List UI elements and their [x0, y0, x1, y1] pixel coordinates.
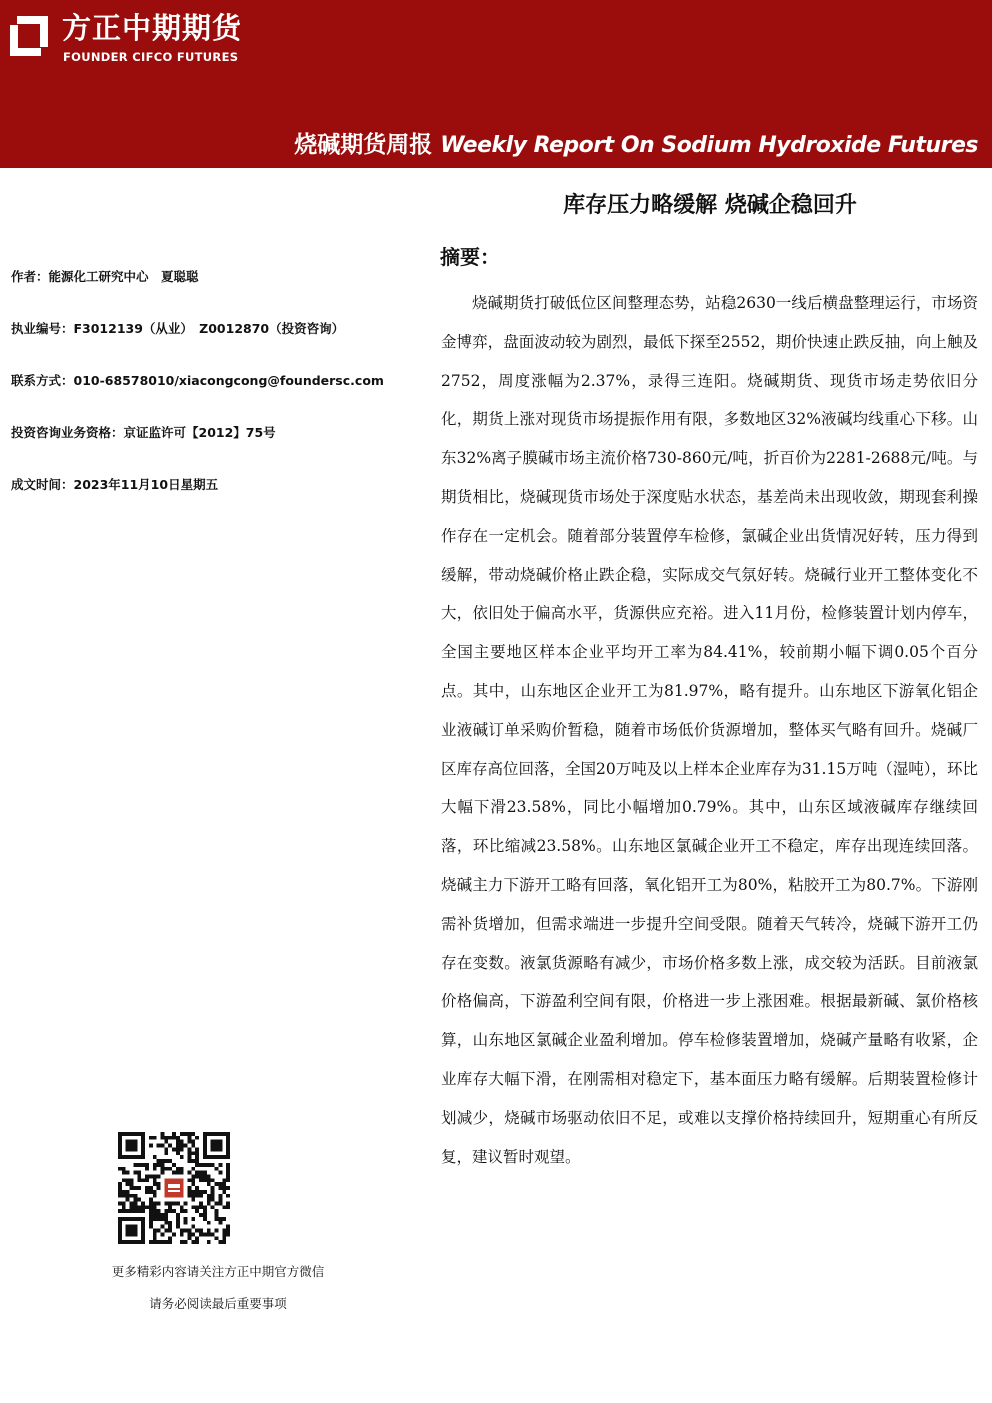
author-line: 作者：能源化工研究中心 夏聪聪: [11, 269, 199, 284]
logo-english-name: FOUNDER CIFCO FUTURES: [63, 50, 239, 64]
report-meta: [11, 262, 431, 522]
date-line: 成文时间：2023年11月10日星期五: [11, 477, 219, 492]
report-title-en: Weekly Report On Sodium Hydroxide Futures: [440, 133, 978, 158]
logo-chinese-name: 方正中期期货: [62, 11, 243, 45]
report-title: [294, 129, 978, 163]
summary-label: 摘要：: [440, 245, 500, 269]
founder-logo-icon: [7, 13, 51, 59]
page-headline: 库存压力略缓解 烧碱企稳回升: [563, 193, 857, 218]
license-number-line: 执业编号：F3012139（从业） Z0012870（投资咨询）: [11, 321, 345, 336]
qr-caption-notice: 请务必阅读最后重要事项: [149, 1296, 287, 1311]
summary-paragraph: 烧碱期货打破低位区间整理态势，站稳2630一线后横盘整理运行，市场资金博弈，盘面波动较为剧烈，最低下探至2552，期价快速止跌反抽，向上触及2752，周度涨幅为2.37%，录得三连阳。烧碱期货、现货市场走势依旧分化，期货上涨对现货市场提振作用有限，多数地区32%液碱均线重心下移。山东32%离子膜碱市场主流价格730-860元/吨，折百价为2281-2688元/吨。与期货相比，烧碱现货市场处于深度贴水状态，基差尚未出现收敛，期现套利操作存在一定机会。随着部分装置停车检修，氯碱企业出货情况好转，压力得到缓解，带动烧碱价格止跌企稳，实际成交气氛好转。烧碱行业开工整体变化不大，依旧处于偏高水平，货源供应充裕。进入11月份，检修装置计划内停车，全国主要地区样本企业平均开工率为84.41%，较前期小幅下调0.05个百分点。其中，山东地区企业开工为81.97%，略有提升。山东地区下游氧化铝企业液碱订单采购价暂稳，随着市场低价货源增加，整体买气略有回升。烧碱厂区库存高位回落，全国20万吨及以上样本企业库存为31.15万吨（湿吨），环比大幅下滑23.58%，同比小幅增加0.79%。其中，山东区域液碱库存继续回落，环比缩减23.58%。山东地区氯碱企业开工不稳定，库存出现连续回落。烧碱主力下游开工略有回落，氧化铝开工为80%，粘胶开工为80.7%。下游刚需补货增加，但需求端进一步提升空间受限。随着天气转冷，烧碱下游开工仍存在变数。液氯货源略有减少，市场价格多数上涨，成交较为活跃。目前液氯价格偏高，下游盈利空间有限，价格进一步上涨困难。根据最新碱、氯价格核算，山东地区氯碱企业盈利增加。停车检修装置增加，烧碱产量略有收紧，企业库存大幅下滑，在刚需相对稳定下，基本面压力略有缓解。后期装置检修计划减少，烧碱市场驱动依旧不足，或难以支撑价格持续回升，短期重心有所反复，建议暂时观望。: [441, 294, 978, 1166]
contact-line: 联系方式：010-68578010/xiacongcong@foundersc.com: [11, 373, 384, 388]
qr-caption-follow: 更多精彩内容请关注方正中期官方微信: [111, 1264, 325, 1279]
report-title-cn: 烧碱期货周报: [294, 132, 433, 158]
qr-code-icon: [118, 1132, 230, 1244]
report-header: [0, 0, 992, 168]
qualification-line: 投资咨询业务资格：京证监许可【2012】75号: [11, 425, 276, 440]
